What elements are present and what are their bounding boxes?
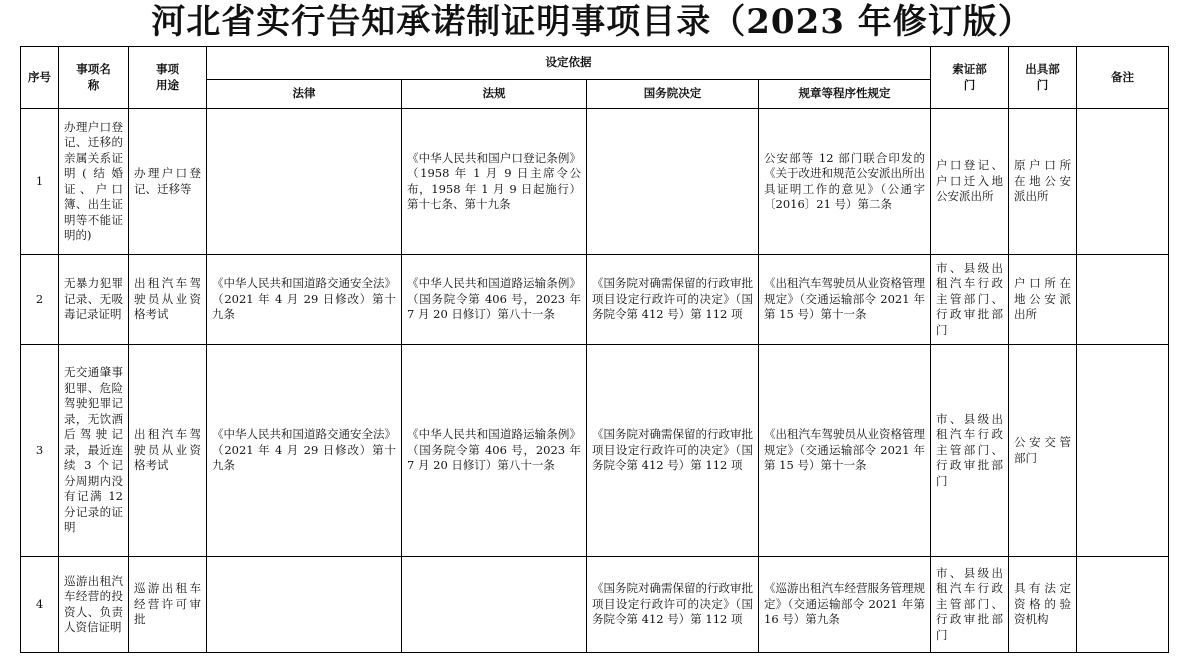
header-name: 事项名称 [59,47,129,109]
row-purpose: 巡游出租车经营许可审批 [129,557,207,653]
row-regulation: 《中华人民共和国道路运输条例》（国务院令第 406 号，2023 年 7 月 20 日修订）第八十一条 [402,345,587,557]
row-state-council [587,109,759,255]
header-state-council: 国务院决定 [587,80,759,109]
row-rules: 《出租汽车驾驶员从业资格管理规定》（交通运输部令 2021 年第 15 号）第十一条 [759,345,931,557]
row-purpose: 出租汽车驾驶员从业资格考试 [129,345,207,557]
table-row [21,255,1169,345]
header-regulation: 法规 [402,80,587,109]
row-regulation [402,557,587,653]
row-issue-dept: 原户口所在地公安派出所 [1009,109,1077,255]
document-title: 河北省实行告知承诺制证明事项目录（2023 年修订版） [151,2,1033,42]
row-rules: 《巡游出租汽车经营服务管理规定》（交通运输部令 2021 年第 16 号）第九条 [759,557,931,653]
row-purpose: 办理户口登记、迁移等 [129,109,207,255]
row-remarks [1077,109,1169,255]
row-remarks [1077,255,1169,345]
row-request-dept: 市、县级出租汽车行政主管部门、行政审批部门 [931,345,1009,557]
row-name: 无暴力犯罪记录、无吸毒记录证明 [59,255,129,345]
header-remarks: 备注 [1077,47,1169,109]
row-law: 《中华人民共和国道路交通安全法》（2021 年 4 月 29 日修改）第十九条 [207,255,402,345]
row-regulation: 《中华人民共和国户口登记条例》（1958 年 1 月 9 日主席令公布，1958 年 1 月 9 日起施行）第十七条、第十九条 [402,109,587,255]
row-law: 《中华人民共和国道路交通安全法》（2021 年 4 月 29 日修改）第十九条 [207,345,402,557]
row-seq: 3 [21,345,59,557]
row-request-dept: 市、县级出租汽车行政主管部门、行政审批部门 [931,255,1009,345]
row-purpose: 出租汽车驾驶员从业资格考试 [129,255,207,345]
row-issue-dept: 户口所在地公安派出所 [1009,255,1077,345]
header-rules: 规章等程序性规定 [759,80,931,109]
row-seq: 4 [21,557,59,653]
row-request-dept: 市、县级出租汽车行政主管部门、行政审批部门 [931,557,1009,653]
row-law [207,557,402,653]
header-seq: 序号 [21,47,59,109]
row-name: 办理户口登记、迁移的亲属关系证明(结婚证、户口簿、出生证明等不能证明的) [59,109,129,255]
row-law [207,109,402,255]
row-rules: 《出租汽车驾驶员从业资格管理规定》（交通运输部令 2021 年第 15 号）第十一条 [759,255,931,345]
row-state-council: 《国务院对确需保留的行政审批项目设定行政许可的决定》（国务院令第 412 号）第 112 项 [587,557,759,653]
row-rules: 公安部等 12 部门联合印发的《关于改进和规范公安派出所出具证明工作的意见》（公通字〔2016〕21 号）第二条 [759,109,931,255]
row-remarks [1077,345,1169,557]
header-law: 法律 [207,80,402,109]
row-seq: 2 [21,255,59,345]
header-basis: 设定依据 [207,47,931,80]
header-purpose: 事项用途 [129,47,207,109]
row-state-council: 《国务院对确需保留的行政审批项目设定行政许可的决定》（国务院令第 412 号）第 112 项 [587,345,759,557]
row-name: 无交通肇事犯罪、危险驾驶犯罪记录，无饮酒后驾驶记录，最近连续 3 个记分周期内没有记满 12 分记录的证明 [59,345,129,557]
row-regulation: 《中华人民共和国道路运输条例》（国务院令第 406 号，2023 年 7 月 20 日修订）第八十一条 [402,255,587,345]
row-name: 巡游出租汽车经营的投资人、负责人资信证明 [59,557,129,653]
row-remarks [1077,557,1169,653]
row-issue-dept: 具有法定资格的验资机构 [1009,557,1077,653]
certification-catalog-table [20,46,1169,653]
row-seq: 1 [21,109,59,255]
row-state-council: 《国务院对确需保留的行政审批项目设定行政许可的决定》（国务院令第 412 号）第 112 项 [587,255,759,345]
table-row [21,345,1169,557]
table-row [21,557,1169,653]
table-row [21,109,1169,255]
row-issue-dept: 公安交管部门 [1009,345,1077,557]
header-request-dept: 索证部门 [931,47,1009,109]
header-issue-dept: 出具部门 [1009,47,1077,109]
row-request-dept: 户口登记、户口迁入地公安派出所 [931,109,1009,255]
